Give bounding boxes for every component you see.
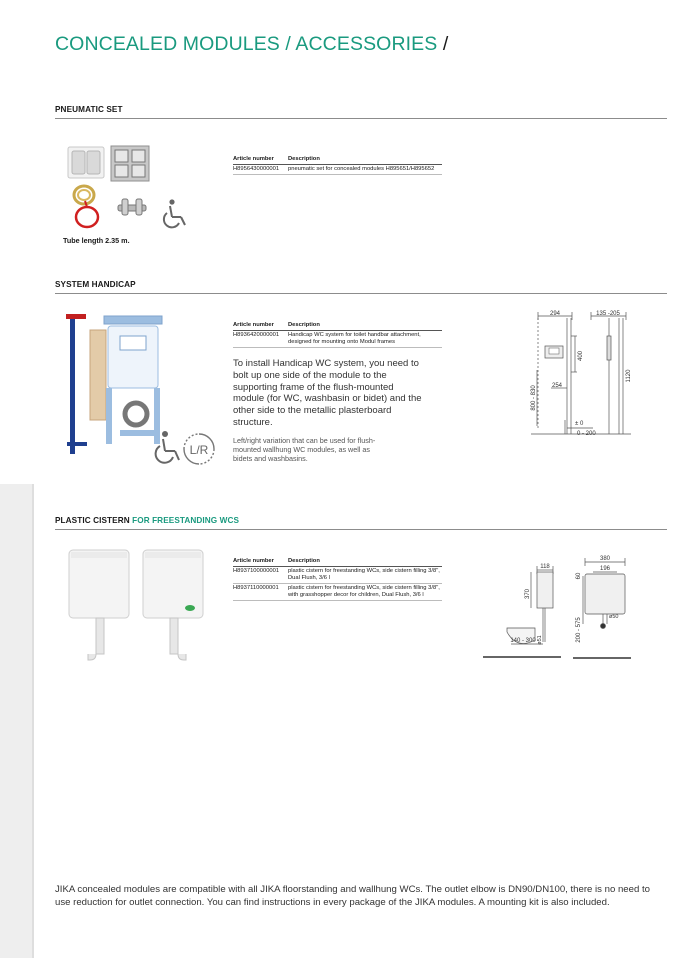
tube-length-caption: Tube length 2.35 m.	[63, 236, 130, 245]
pneumatic-rule	[55, 118, 667, 119]
cistern-image-plain	[69, 550, 129, 660]
dim-0-200: 0 - 200	[577, 431, 596, 437]
dim-380: 380	[599, 556, 611, 562]
description: pneumatic set for concealed modules H895651/H895652	[288, 166, 435, 172]
table-row	[233, 567, 442, 584]
lr-label: L/R	[189, 443, 209, 457]
side-margin-bar	[0, 484, 32, 958]
description: plastic cistern for freestanding WCs, side cistern filling 3/8", Dual Flush, 3/6 l	[288, 568, 440, 581]
dim-400: 400	[578, 350, 584, 362]
dim-51: ø51	[537, 635, 543, 645]
handicap-table	[233, 322, 442, 348]
cistern-side-drawing	[481, 560, 565, 660]
handicap-body-text: To install Handicap WC system, you need to bolt up one side of the module to the supporting frame of the flush-mounted module (for WC, washbasin or bidet) and the other side to the metallic plasterboard structure.	[233, 358, 422, 428]
wheelchair-icon	[164, 199, 185, 227]
dim-800-830: 800 - 830	[531, 385, 537, 411]
table-header	[233, 156, 442, 165]
col-article-header: Article number	[233, 558, 274, 564]
col-article-header: Article number	[233, 322, 274, 328]
dim-294: 294	[549, 311, 561, 317]
handicap-tech-drawing	[527, 308, 639, 442]
dim-254: 254	[551, 383, 563, 389]
flush-plate-image	[68, 147, 104, 178]
cistern-table	[233, 558, 442, 601]
description: Handicap WC system for toilet handbar attachment, designed for mounting onto Modul frames	[288, 332, 421, 345]
article-number: H8937110000001	[233, 585, 279, 591]
table-header	[233, 558, 442, 567]
handicap-rule	[55, 293, 667, 294]
pneumatic-product-images	[62, 143, 197, 235]
dim-118: 118	[540, 564, 550, 570]
red-tube-image	[76, 201, 98, 227]
cistern-front-drawing	[573, 552, 635, 662]
dim-50: ø50	[609, 614, 619, 620]
cistern-rule	[55, 529, 667, 530]
wheelchair-icon	[152, 430, 182, 464]
article-number: H8936420000001	[233, 332, 280, 338]
side-margin-line	[32, 484, 34, 958]
article-number: H8937100000001	[233, 568, 280, 574]
cistern-heading	[55, 516, 239, 525]
dim-200-575: 200 - 575	[576, 617, 582, 643]
cistern-image-grasshopper	[143, 550, 203, 660]
grasshopper-icon	[185, 605, 195, 611]
table-row	[233, 584, 442, 601]
col-description-header: Description	[288, 156, 320, 162]
handicap-heading: SYSTEM HANDICAP	[55, 280, 136, 289]
table-header	[233, 322, 442, 331]
tube-coil-image	[74, 186, 94, 204]
button-box-image	[111, 146, 149, 181]
table-row	[233, 165, 442, 175]
page-title: CONCEALED MODULES / ACCESSORIES /	[55, 33, 449, 55]
valve-image	[118, 199, 146, 215]
dim-370: 370	[525, 588, 531, 600]
dim-196: 196	[599, 566, 611, 572]
col-description-header: Description	[288, 322, 320, 328]
dim-1120: 1120	[626, 369, 632, 383]
dim-0: ± 0	[575, 421, 584, 427]
col-article-header: Article number	[233, 156, 274, 162]
left-right-icon	[182, 432, 216, 466]
dim-140-300: 140 - 300	[510, 638, 536, 644]
pneumatic-heading: PNEUMATIC SET	[55, 105, 123, 114]
cistern-heading-accent: FOR FREESTANDING WCS	[132, 516, 240, 525]
col-description-header: Description	[288, 558, 320, 564]
dim-135-205: 135 -205	[596, 311, 620, 317]
pneumatic-table	[233, 156, 442, 175]
article-number: H8956430000001	[233, 166, 280, 172]
dim-60: 60	[576, 572, 582, 580]
cistern-product-images	[66, 548, 212, 664]
description: plastic cistern for freestanding WCs, side cistern filling 3/8", with grasshopper decor for children, Dual Flush, 3/6 l	[288, 585, 440, 598]
cistern-heading-main: PLASTIC CISTERN	[55, 516, 133, 525]
footer-text: JIKA concealed modules are compatible with all JIKA floorstanding and wallhung WCs. The outlet elbow is DN90/DN100, there is no need to use reduction for outlet connection. You can find instructions in every package of the JIKA modules. A mounting kit is also included.	[55, 884, 650, 908]
table-row	[233, 331, 442, 348]
handicap-note-text: Left/right variation that can be used for flush-mounted wallhung WC modules, as well as bidets and washbasins.	[233, 436, 376, 464]
